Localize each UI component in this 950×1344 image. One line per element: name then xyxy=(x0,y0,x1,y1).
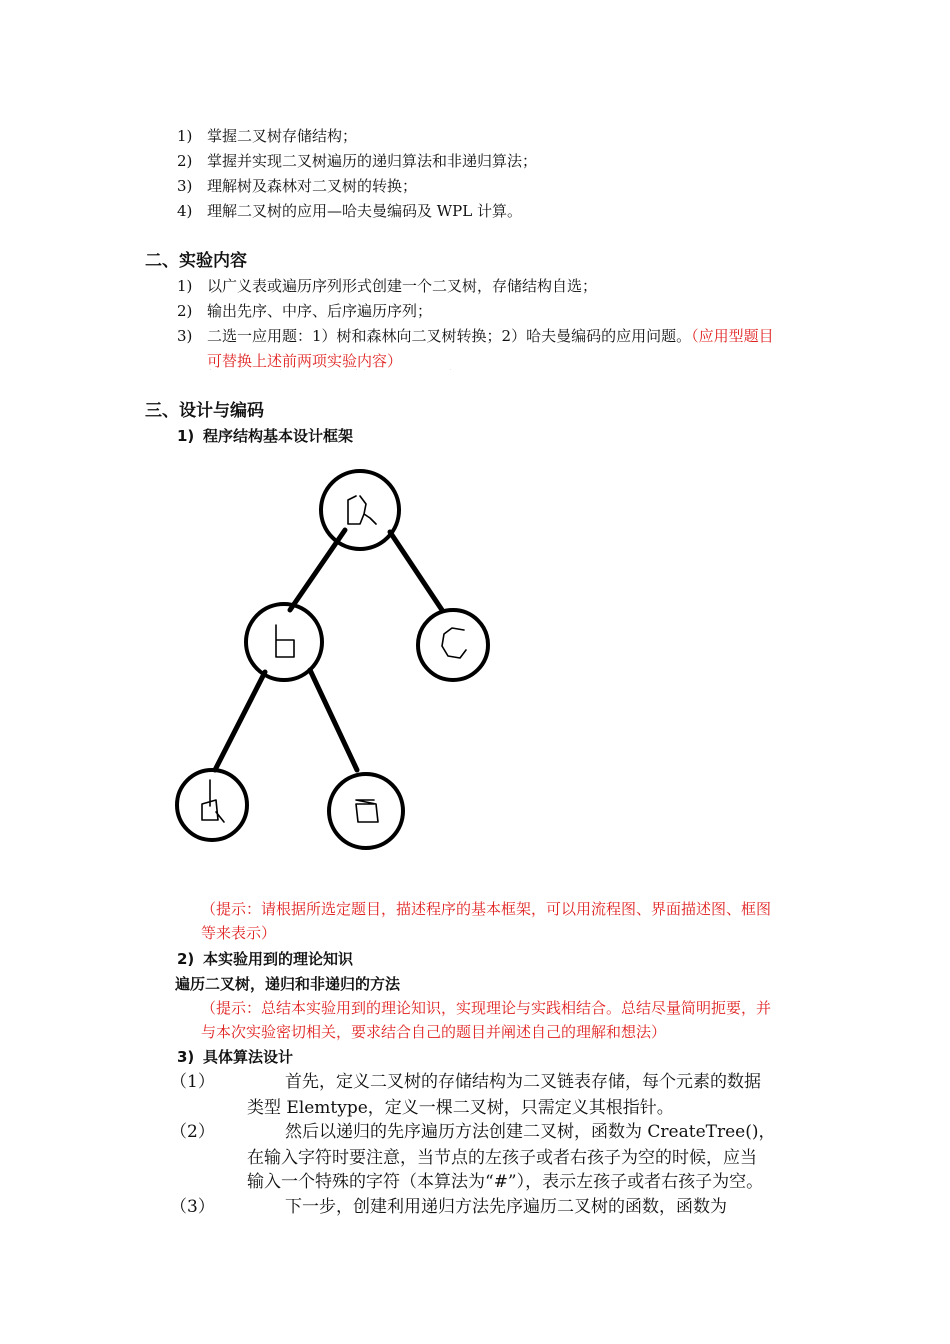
step-number: （1） xyxy=(170,1072,215,1092)
node-d-glyph xyxy=(202,780,224,822)
list-number: 2) xyxy=(177,152,193,170)
list-number: 3) xyxy=(177,177,193,195)
subheading-theory: 本实验用到的理论知识 xyxy=(203,950,354,968)
list-number: 2) xyxy=(177,302,193,320)
node-d xyxy=(177,770,247,840)
node-b xyxy=(246,604,322,680)
node-a xyxy=(321,471,399,549)
red-note: （应用型题目 xyxy=(691,327,774,345)
node-a-label: a xyxy=(356,370,357,371)
step-line: 下一步，创建利用递归方法先序遍历二叉树的函数，函数为 xyxy=(285,1197,727,1217)
step-line: 输入一个特殊的字符（本算法为“#”），表示左孩子或者右孩子为空。 xyxy=(247,1172,764,1192)
list-item: 理解二叉树的应用—哈夫曼编码及 WPL 计算。 xyxy=(207,202,523,220)
subheading-number: 1) xyxy=(177,427,195,445)
node-e-label: e xyxy=(364,370,365,371)
section-heading-design: 三、设计与编码 xyxy=(145,401,264,421)
node-c-glyph xyxy=(442,628,466,658)
step-line: 然后以递归的先序遍历方法创建二叉树，函数为 CreateTree()， xyxy=(285,1122,776,1142)
list-item: 以广义表或遍历序列形式创建一个二叉树，存储结构自选； xyxy=(207,277,598,295)
edge-a-c xyxy=(390,532,442,610)
list-item: 掌握二叉树存储结构； xyxy=(207,127,358,145)
node-d-label: d xyxy=(210,370,211,371)
subheading-algorithm: 具体算法设计 xyxy=(203,1048,294,1066)
step-line: 在输入字符时要注意，当节点的左孩子或者右孩子为空的时候，应当 xyxy=(247,1148,757,1168)
section-heading-content: 二、实验内容 xyxy=(145,251,247,271)
node-e-glyph xyxy=(356,800,378,822)
subheading-framework: 程序结构基本设计框架 xyxy=(203,427,354,445)
list-number: 1) xyxy=(177,127,193,145)
theory-text: 遍历二叉树，递归和非递归的方法 xyxy=(175,975,401,993)
item-text: 二选一应用题：1）树和森林向二叉树转换；2）哈夫曼编码的应用问题。 xyxy=(207,327,692,345)
node-c-label: c xyxy=(450,370,451,371)
list-number: 4) xyxy=(177,202,193,220)
step-number: （2） xyxy=(170,1122,215,1142)
list-item: 输出先序、中序、后序遍历序列； xyxy=(207,302,433,320)
subheading-number: 2) xyxy=(177,950,195,968)
node-e xyxy=(329,774,403,848)
node-b-label: b xyxy=(280,370,281,371)
node-c xyxy=(418,610,488,680)
list-item xyxy=(207,326,774,346)
hint-theory-line2: 与本次实验密切相关，要求结合自己的题目并阐述自己的理解和想法） xyxy=(201,1023,667,1041)
edge-b-d xyxy=(215,672,265,770)
hint-framework-line2: 等来表示） xyxy=(201,924,277,942)
node-b-glyph xyxy=(276,625,294,657)
list-number: 1) xyxy=(177,277,193,295)
subheading-number: 3) xyxy=(177,1048,195,1066)
hint-theory-line1: （提示：总结本实验用到的理论知识，实现理论与实践相结合。总结尽量简明扼要，并 xyxy=(201,999,772,1017)
red-note-continued: 可替换上述前两项实验内容） xyxy=(207,352,403,370)
list-item: 理解树及森林对二叉树的转换； xyxy=(207,177,418,195)
list-item: 掌握并实现二叉树遍历的递归算法和非递归算法； xyxy=(207,152,538,170)
node-a-glyph xyxy=(348,496,376,524)
hint-framework-line1: （提示：请根据所选定题目，描述程序的基本框架，可以用流程图、界面描述图、框图 xyxy=(201,900,772,918)
step-number: （3） xyxy=(170,1197,215,1217)
step-line: 类型 Elemtype，定义一棵二叉树，只需定义其根指针。 xyxy=(247,1098,674,1118)
step-line: 首先，定义二叉树的存储结构为二叉链表存储，每个元素的数据 xyxy=(285,1072,761,1092)
edge-b-e xyxy=(310,670,357,770)
list-number: 3) xyxy=(177,327,193,345)
